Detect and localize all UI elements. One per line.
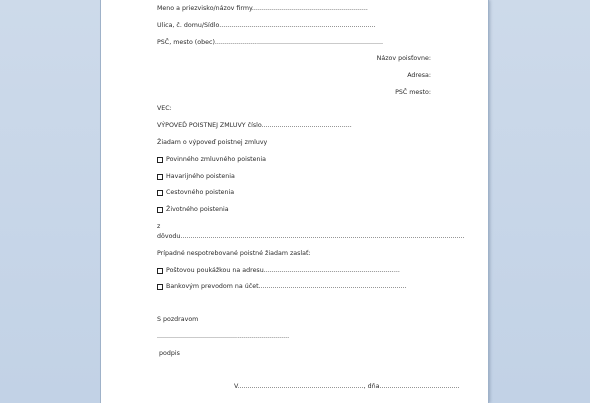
checkbox-postal-order[interactable] [157, 268, 163, 274]
reason-prefix: z [157, 223, 161, 230]
signature-line: .................................................................. [157, 333, 290, 340]
subject-label: VEC: [157, 105, 172, 112]
checkbox-accident-insurance[interactable] [157, 174, 163, 180]
option-travel-insurance: Cestovného poistenia [166, 189, 235, 196]
option-mandatory-insurance: Povinného zmluvného poistenia [166, 156, 267, 163]
recipient-city-label: PSČ mesto: [395, 89, 431, 96]
option-postal-order: Poštovou poukážkou na adresu.................................................................... [166, 267, 400, 274]
sender-city-line: PSČ, mesto (obec).................................................................................... [157, 39, 384, 46]
option-accident-insurance: Havarijného poistenia [166, 173, 235, 180]
sender-street-line: Ulica, č. domu/Sídlo.............................................................................. [157, 22, 376, 29]
checkbox-life-insurance[interactable] [157, 207, 163, 213]
recipient-name-label: Názov poisťovne: [376, 55, 431, 62]
document-page [101, 0, 488, 403]
refund-text: Prípadné nespotrebované poistné žiadam zaslať: [157, 250, 311, 257]
signature-label: podpis [159, 350, 180, 357]
sender-name-line: Meno a priezvisko/názov firmy.......................................................... [157, 5, 368, 12]
closing-text: S pozdravom [157, 316, 199, 323]
subject-line: VÝPOVEĎ POISTNEJ ZMLUVY číslo............................................. [157, 122, 352, 129]
checkbox-mandatory-insurance[interactable] [157, 157, 163, 163]
recipient-address-label: Adresa: [407, 72, 431, 79]
option-bank-transfer: Bankovým prevodom na účet.......................................................................... [166, 283, 407, 290]
option-life-insurance: Životného poistenia [166, 206, 229, 213]
reason-line: dôvodu.............................................................................................................................................. [157, 233, 465, 240]
checkbox-travel-insurance[interactable] [157, 190, 163, 196]
request-text: Žiadam o výpoveď poistnej zmluvy [157, 139, 268, 146]
checkbox-bank-transfer[interactable] [157, 284, 163, 290]
place-date-line: V..............................................................., dňa........................................ [234, 383, 460, 390]
